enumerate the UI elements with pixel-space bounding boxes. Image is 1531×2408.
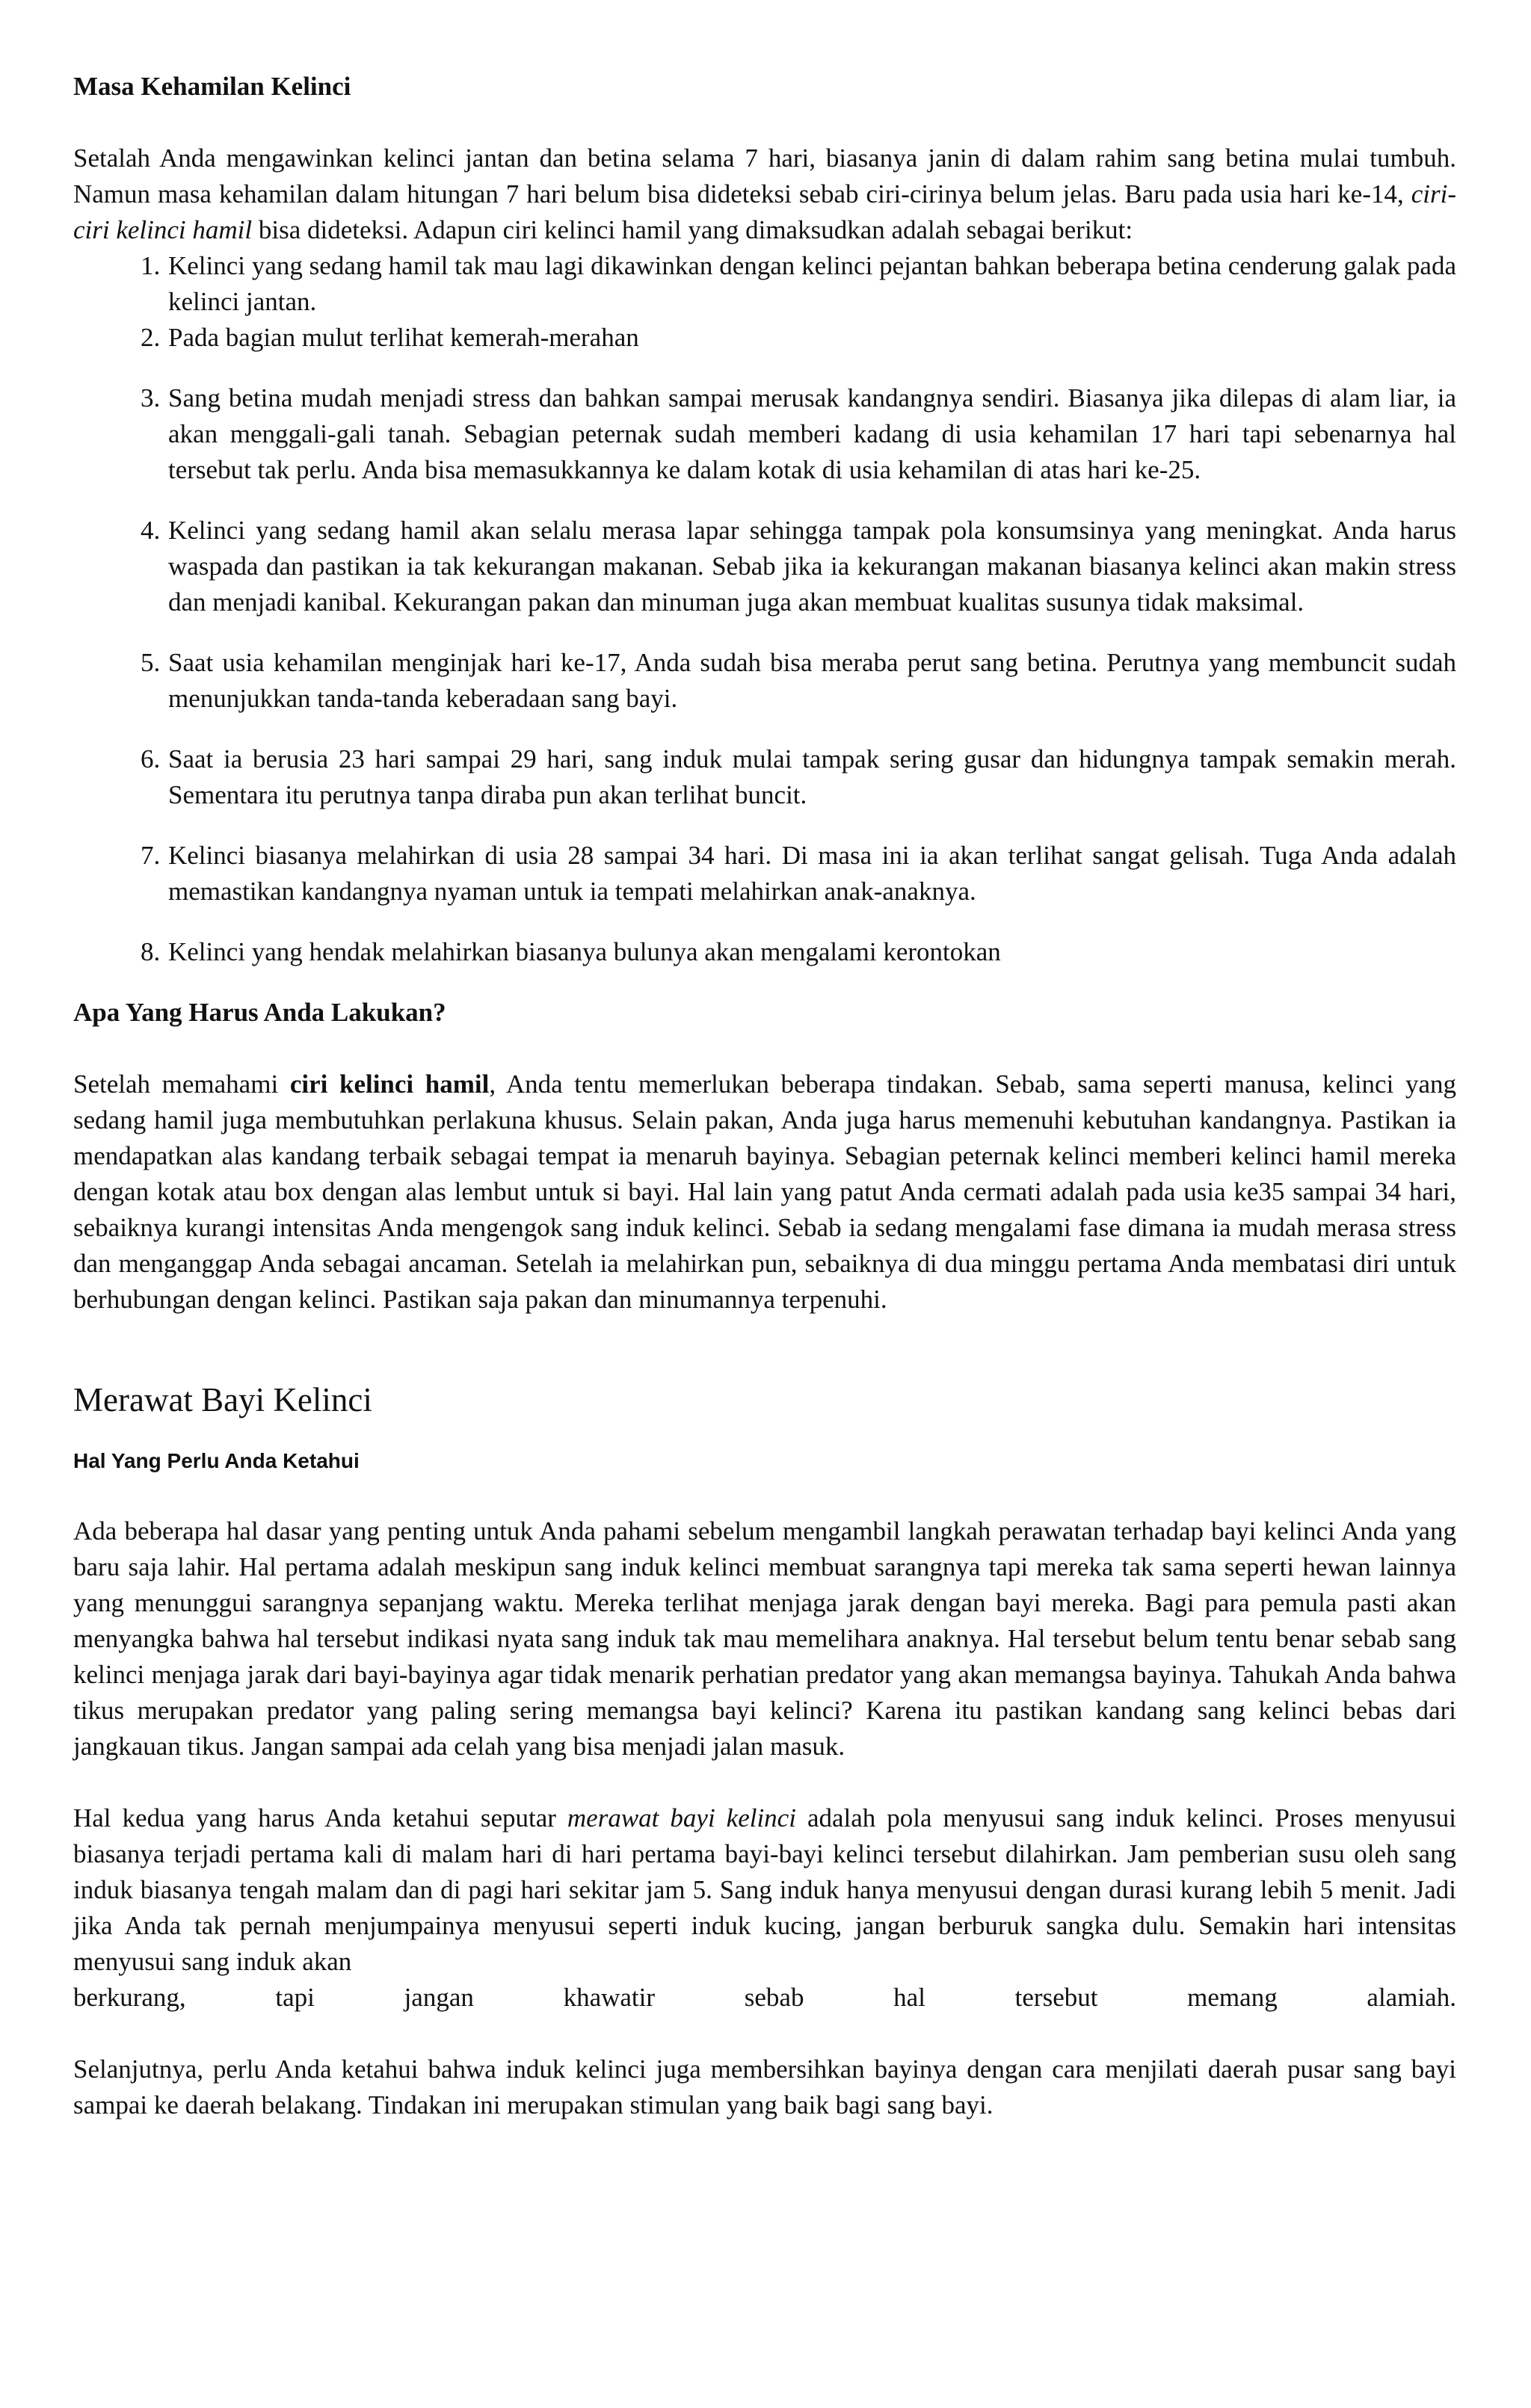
- last-line-word: alamiah.: [1367, 1983, 1456, 2012]
- action-paragraph: [73, 1066, 1456, 1318]
- list-item: 6. Saat ia berusia 23 hari sampai 29 hari, sang induk mulai tampak sering gusar dan hidungnya tampak semakin merah. Sementara itu perutnya tanpa diraba pun akan terlihat buncit.: [167, 741, 1456, 813]
- last-line-word: khawatir: [563, 1983, 656, 2012]
- section-title-masa-kehamilan: Masa Kehamilan Kelinci: [73, 72, 351, 101]
- intro-text-b: bisa dideteksi. Adapun ciri kelinci hamil yang dimaksudkan adalah sebagai berikut:: [252, 215, 1133, 244]
- list-item: 3. Sang betina mudah menjadi stress dan bahkan sampai merusak kandangnya sendiri. Biasanya jika dilepas di alam liar, ia akan menggali-gali tanah. Sebagian peternak sudah memberi kadang di usia kehamilan 17 hari tapi sebenarnya hal tersebut tak perlu. Anda bisa memasukkannya ke dalam kotak di usia kehamilan di atas hari ke-25.: [167, 380, 1456, 488]
- baby-care-paragraph-1: Ada beberapa hal dasar yang penting untuk Anda pahami sebelum mengambil langkah perawatan terhadap bayi kelinci Anda yang baru saja lahir. Hal pertama adalah meskipun sang induk kelinci membuat sarangnya tapi mereka tak sama seperti hewan lainnya yang menunggui sarangnya sepanjang waktu. Mereka terlihat menjaga jarak dengan bayi mereka. Bagi para pemula pasti akan menyangka bahwa hal tersebut indikasi nyata sang induk tak mau memelihara anaknya. Hal tersebut belum tentu benar sebab sang kelinci menjaga jarak dari bayi-bayinya agar tidak menarik perhatian predator yang akan memangsa bayinya. Tahukah Anda bahwa tikus merupakan predator yang paling sering memangsa bayi kelinci? Karena itu pastikan kandang sang kelinci bebas dari jangkauan tikus. Jangan sampai ada celah yang bisa menjadi jalan masuk.: [73, 1516, 1456, 1761]
- last-line-word: tapi: [275, 1983, 315, 2012]
- list-item: 1. Kelinci yang sedang hamil tak mau lagi dikawinkan dengan kelinci pejantan bahkan beberapa betina cenderung galak pada kelinci jantan.: [167, 248, 1456, 320]
- action-text-a: Setelah memahami: [73, 1069, 290, 1099]
- baby-care-paragraph-3: Selanjutnya, perlu Anda ketahui bahwa induk kelinci juga membersihkan bayinya dengan cara menjilati daerah pusar sang bayi sampai ke daerah belakang. Tindakan ini merupakan stimulan yang baik bagi sang bayi.: [73, 2054, 1456, 2120]
- intro-paragraph: [73, 141, 1456, 248]
- para2-text-b: adalah pola menyusui sang induk kelinci. Proses menyusui biasanya terjadi pertama kali di malam hari di hari pertama bayi-bayi kelinci tersebut dilahirkan. Jam pemberian susu oleh sang induk biasanya tengah malam dan di pagi hari sekitar jam 5. Sang induk hanya menyusui dengan durasi kurang lebih 5 menit. Jadi jika Anda tak pernah menjumpainya menyusui seperti induk kucing, jangan berburuk sangka dulu. Semakin hari intensitas menyusui sang induk akan: [73, 1803, 1456, 1976]
- action-text-b: , Anda tentu memerlukan beberapa tindakan. Sebab, sama seperti manusa, kelinci yang sedang hamil juga membutuhkan perlakuna khusus. Selain pakan, Anda juga harus memenuhi kebutuhan kandangnya. Pastikan ia mendapatkan alas kandang terbaik sebagai tempat ia menaruh bayinya. Sebagian peternak kelinci memberi kelinci hamil mereka dengan kotak atau box dengan alas lembut untuk si bayi. Hal lain yang patut Anda cermati adalah pada usia ke35 sampai 34 hari, sebaiknya kurangi intensitas Anda mengengok sang induk kelinci. Sebab ia sedang mengalami fase dimana ia mudah merasa stress dan menganggap Anda sebagai ancaman. Setelah ia melahirkan pun, sebaiknya di dua minggu pertama Anda membatasi diri untuk berhubungan dengan kelinci. Pastikan saja pakan dan minumannya terpenuhi.: [73, 1069, 1456, 1314]
- para2-text-a: Hal kedua yang harus Anda ketahui seputar: [73, 1803, 567, 1833]
- list-item: 8. Kelinci yang hendak melahirkan biasanya bulunya akan mengalami kerontokan: [167, 934, 1456, 970]
- action-bold-term: ciri kelinci hamil: [289, 1069, 490, 1099]
- list-item: 4. Kelinci yang sedang hamil akan selalu merasa lapar sehingga tampak pola konsumsinya yang meningkat. Anda harus waspada dan pastikan ia tak kekurangan makanan. Sebab jika ia kekurangan makanan biasanya kelinci akan makin stress dan menjadi kanibal. Kekurangan pakan dan minuman juga akan membuat kualitas susunya tidak maksimal.: [167, 513, 1456, 620]
- subsection-title: Hal Yang Perlu Anda Ketahui: [73, 1449, 360, 1472]
- list-item: 7. Kelinci biasanya melahirkan di usia 28 sampai 34 hari. Di masa ini ia akan terlihat sangat gelisah. Tuga Anda adalah memastikan kandangnya nyaman untuk ia tempati melahirkan anak-anaknya.: [167, 838, 1456, 910]
- last-line-word: tersebut: [1014, 1983, 1098, 2012]
- section-title-merawat-bayi: Merawat Bayi Kelinci: [73, 1381, 372, 1418]
- last-line-word: hal: [893, 1983, 925, 2012]
- para2-italic-term: merawat bayi kelinci: [567, 1803, 796, 1833]
- baby-care-paragraph-2: [73, 1800, 1456, 1980]
- section-title-apa-yang-harus: Apa Yang Harus Anda Lakukan?: [73, 998, 446, 1027]
- intro-italic-term: ciri-ciri kelinci hamil: [73, 179, 1456, 244]
- pregnancy-signs-list: [73, 248, 1456, 970]
- list-item: 5. Saat usia kehamilan menginjak hari ke-17, Anda sudah bisa meraba perut sang betina. Perutnya yang membuncit sudah menunjukkan tanda-tanda keberadaan sang bayi.: [167, 645, 1456, 717]
- last-line-word: jangan: [404, 1983, 474, 2012]
- list-item: 2. Pada bagian mulut terlihat kemerah-merahan: [167, 320, 1456, 356]
- last-line-word: memang: [1187, 1983, 1278, 2012]
- last-line-word: berkurang,: [73, 1983, 186, 2012]
- document-page: [73, 69, 1456, 2123]
- para2-last-line: [73, 1980, 1456, 2016]
- last-line-word: sebab: [744, 1983, 804, 2012]
- intro-text-a: Setalah Anda mengawinkan kelinci jantan dan betina selama 7 hari, biasanya janin di dalam rahim sang betina mulai tumbuh. Namun masa kehamilan dalam hitungan 7 hari belum bisa dideteksi sebab ciri-cirinya belum jelas. Baru pada usia hari ke-14,: [73, 143, 1456, 209]
